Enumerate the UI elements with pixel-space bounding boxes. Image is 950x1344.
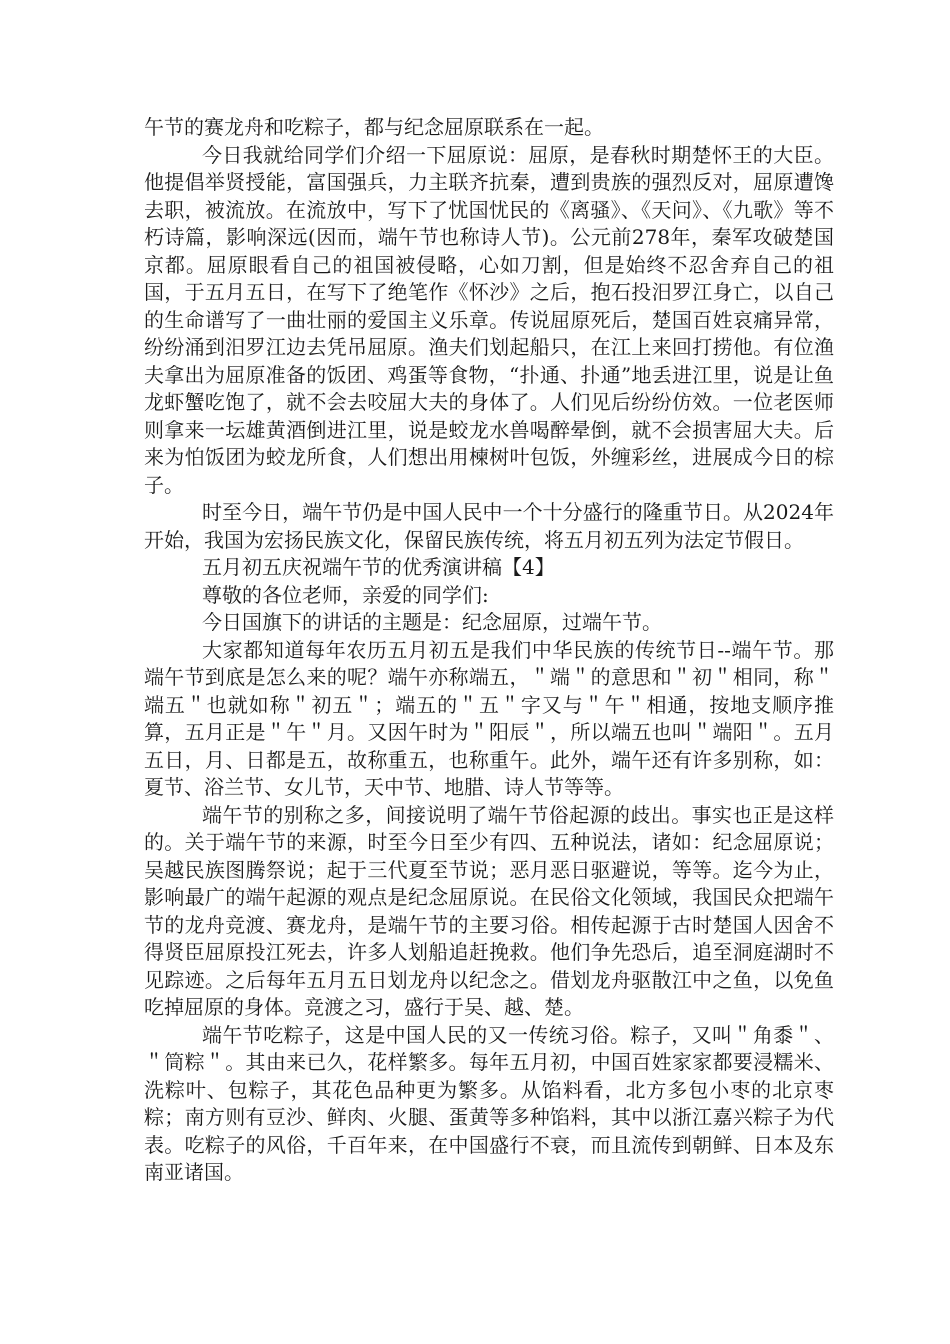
paragraph-topic: 今日国旗下的讲话的主题是：纪念屈原，过端午节。 (202, 610, 662, 634)
paragraph-2: 今日我就给同学们介绍一下屈原说：屈原，是春秋时期楚怀王的大臣。他提倡举贤授能，富国强兵，力主联齐抗秦，遭到贵族的强烈反对，屈原遭馋去职，被流放。在流放中，写下了忧国忧民的《离骚》、《天问》、《九歌》等不朽诗篇，影响深远(因而，端午节也称诗人节)。公元前278年，秦军攻破楚国京都。屈原眼看自己的祖国被侵略，心如刀割，但是始终不忍舍弃自己的祖国，于五月五日，在写下了绝笔作《怀沙》之后，抱石投汨罗江身亡，以自己的生命谱写了一曲壮丽的爱国主义乐章。传说屈原死后，楚国百姓哀痛异常，纷纷涌到汨罗江边去凭吊屈原。渔夫们划起船只，在江上来回打捞他。有位渔夫拿出为屈原准备的饭团、鸡蛋等食物，“扑通、扑通”地丢进江里，说是让鱼龙虾蟹吃饱了，就不会去咬屈大夫的身体了。人们见后纷纷仿效。一位老医师则拿来一坛雄黄酒倒进江里，说是蛟龙水兽喝醉晕倒，就不会损害屈大夫。后来为怕饭团为蛟龙所食，人们想出用楝树叶包饭，外缠彩丝，进展成今日的棕子。 (144, 142, 834, 497)
paragraph-origin-name: 大家都知道每年农历五月初五是我们中华民族的传统节日--端午节。那端午节到底是怎么来的呢？端午亦称端五，＂端＂的意思和＂初＂相同，称＂端五＂也就如称＂初五＂；端五的＂五＂字又与＂午＂相通，按地支顺序推算，五月正是＂午＂月。又因午时为＂阳辰＂，所以端五也叫＂端阳＂。五月五日，月、日都是五，故称重五，也称重午。此外，端午还有许多别称，如：夏节、浴兰节、女儿节，天中节、地腊、诗人节等等。 (144, 637, 834, 799)
paragraph-3: 时至今日，端午节仍是中国人民中一个十分盛行的隆重节日。从2024年开始，我国为宏扬民族文化，保留民族传统，将五月初五列为法定节假日。 (144, 500, 834, 552)
section-heading: 五月初五庆祝端午节的优秀演讲稿【4】 (202, 555, 555, 579)
paragraph-1: 午节的赛龙舟和吃粽子，都与纪念屈原联系在一起。 (144, 115, 604, 139)
document-body (144, 114, 834, 1187)
paragraph-zongzi: 端午节吃粽子，这是中国人民的又一传统习俗。粽子，又叫＂角黍＂、＂筒粽＂。其由来已久，花样繁多。每年五月初，中国百姓家家都要浸糯米、洗粽叶、包粽子，其花色品种更为繁多。从馅料看，北方多包小枣的北京枣粽；南方则有豆沙、鲜肉、火腿、蛋黄等多种馅料，其中以浙江嘉兴粽子为代表。吃粽子的风俗，千百年来，在中国盛行不衰，而且流传到朝鲜、日本及东南亚诸国。 (144, 1022, 834, 1184)
paragraph-origin-legend: 端午节的别称之多，间接说明了端午节俗起源的歧出。事实也正是这样的。关于端午节的来源，时至今日至少有四、五种说法，诸如：纪念屈原说；吴越民族图腾祭说；起于三代夏至节说；恶月恶日驱避说，等等。迄今为止，影响最广的端午起源的观点是纪念屈原说。在民俗文化领域，我国民众把端午节的龙舟竞渡、赛龙舟，是端午节的主要习俗。相传起源于古时楚国人因舍不得贤臣屈原投江死去，许多人划船追赶挽救。他们争先恐后，追至洞庭湖时不见踪迹。之后每年五月五日划龙舟以纪念之。借划龙舟驱散江中之鱼，以免鱼吃掉屈原的身体。竞渡之习，盛行于吴、越、楚。 (144, 802, 834, 1019)
salutation: 尊敬的各位老师，亲爱的同学们: (202, 582, 489, 607)
